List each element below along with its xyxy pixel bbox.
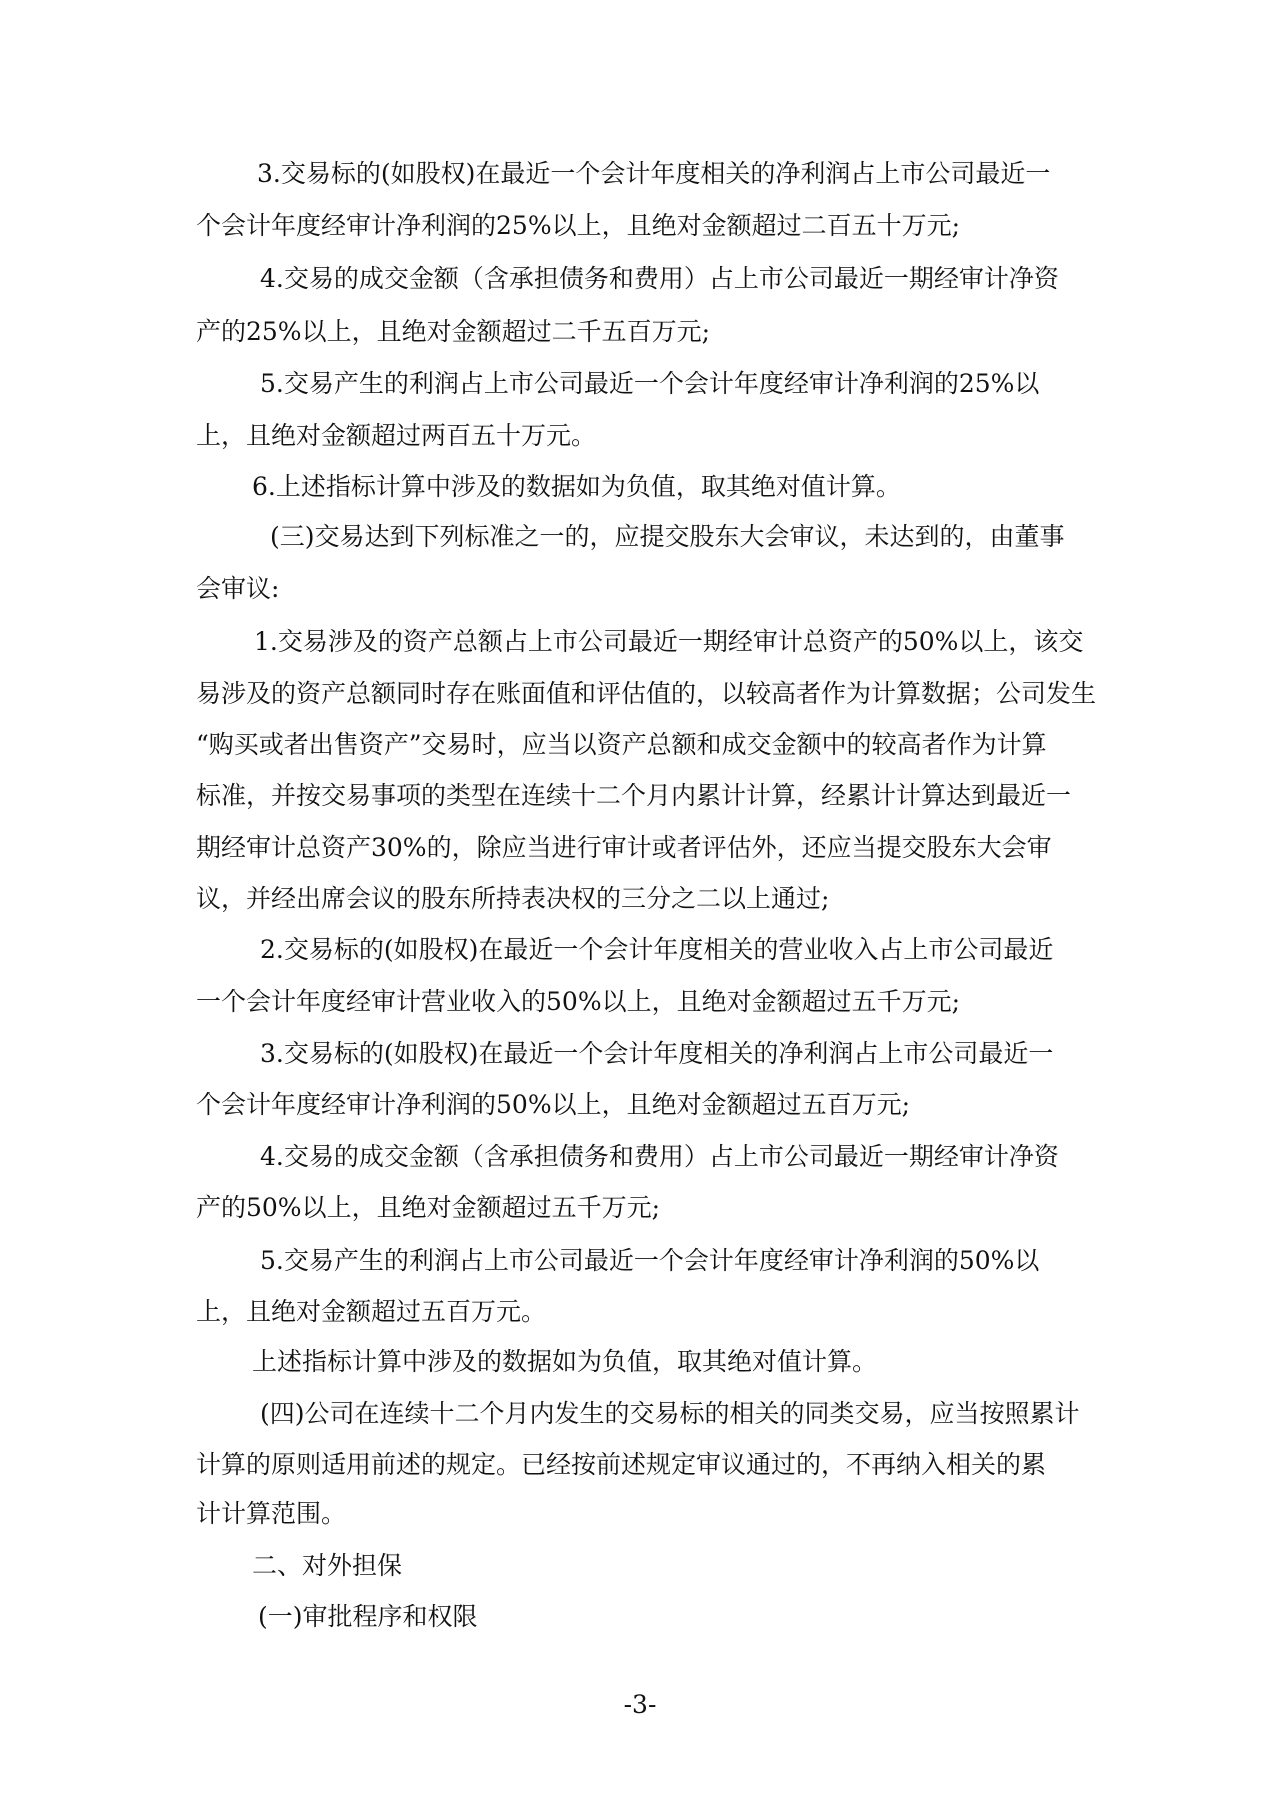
text-line: 4.交易的成交金额（含承担债务和费用）占上市公司最近一期经审计净资 [260,264,1059,293]
text-line: 标准，并按交易事项的类型在连续十二个月内累计计算，经累计计算达到最近一 [196,781,1072,810]
text-line: 4.交易的成交金额（含承担债务和费用）占上市公司最近一期经审计净资 [260,1142,1059,1171]
text-line: 个会计年度经审计净利润的25%以上，且绝对金额超过二百五十万元; [196,211,960,240]
text-line: 上述指标计算中涉及的数据如为负值，取其绝对值计算。 [252,1347,878,1376]
text-line: 易涉及的资产总额同时存在账面值和评估值的，以较高者作为计算数据；公司发生 [196,679,1097,708]
text-line: (四)公司在连续十二个月内发生的交易标的相关的同类交易，应当按照累计 [260,1399,1080,1428]
text-line: 3.交易标的(如股权)在最近一个会计年度相关的净利润占上市公司最近一 [260,1039,1054,1068]
text-line: 5.交易产生的利润占上市公司最近一个会计年度经审计净利润的50%以 [260,1246,1040,1275]
subsection-heading: (一)审批程序和权限 [258,1602,478,1631]
page-number: -3- [623,1690,657,1719]
text-line: 产的50%以上，且绝对金额超过五千万元; [196,1193,660,1222]
text-line: 计计算范围。 [196,1499,347,1528]
text-line: 上，且绝对金额超过两百五十万元。 [196,421,597,450]
text-line: 5.交易产生的利润占上市公司最近一个会计年度经审计净利润的25%以 [260,369,1040,398]
text-line: 议，并经出席会议的股东所持表决权的三分之二以上通过; [196,884,830,913]
text-line: 产的25%以上，且绝对金额超过二千五百万元; [196,317,710,346]
text-line: 1.交易涉及的资产总额占上市公司最近一期经审计总资产的50%以上，该交 [254,627,1084,656]
text-line: 会审议: [196,574,280,603]
text-line: 一个会计年度经审计营业收入的50%以上，且绝对金额超过五千万元; [196,987,960,1016]
text-line: 6.上述指标计算中涉及的数据如为负值，取其绝对值计算。 [252,472,901,501]
text-line: “购买或者出售资产”交易时，应当以资产总额和成交金额中的较高者作为计算 [196,730,1047,759]
text-line: 期经审计总资产30%的，除应当进行审计或者评估外，还应当提交股东大会审 [196,833,1052,862]
text-line: (三)交易达到下列标准之一的，应提交股东大会审议，未达到的，由董事 [270,522,1065,551]
section-heading: 二、对外担保 [252,1551,403,1580]
text-line: 计算的原则适用前述的规定。已经按前述规定审议通过的，不再纳入相关的累 [196,1450,1047,1479]
text-line: 上，且绝对金额超过五百万元。 [196,1297,547,1326]
text-line: 3.交易标的(如股权)在最近一个会计年度相关的净利润占上市公司最近一 [257,159,1051,188]
text-line: 个会计年度经审计净利润的50%以上，且绝对金额超过五百万元; [196,1090,910,1119]
text-line: 2.交易标的(如股权)在最近一个会计年度相关的营业收入占上市公司最近 [260,935,1054,964]
